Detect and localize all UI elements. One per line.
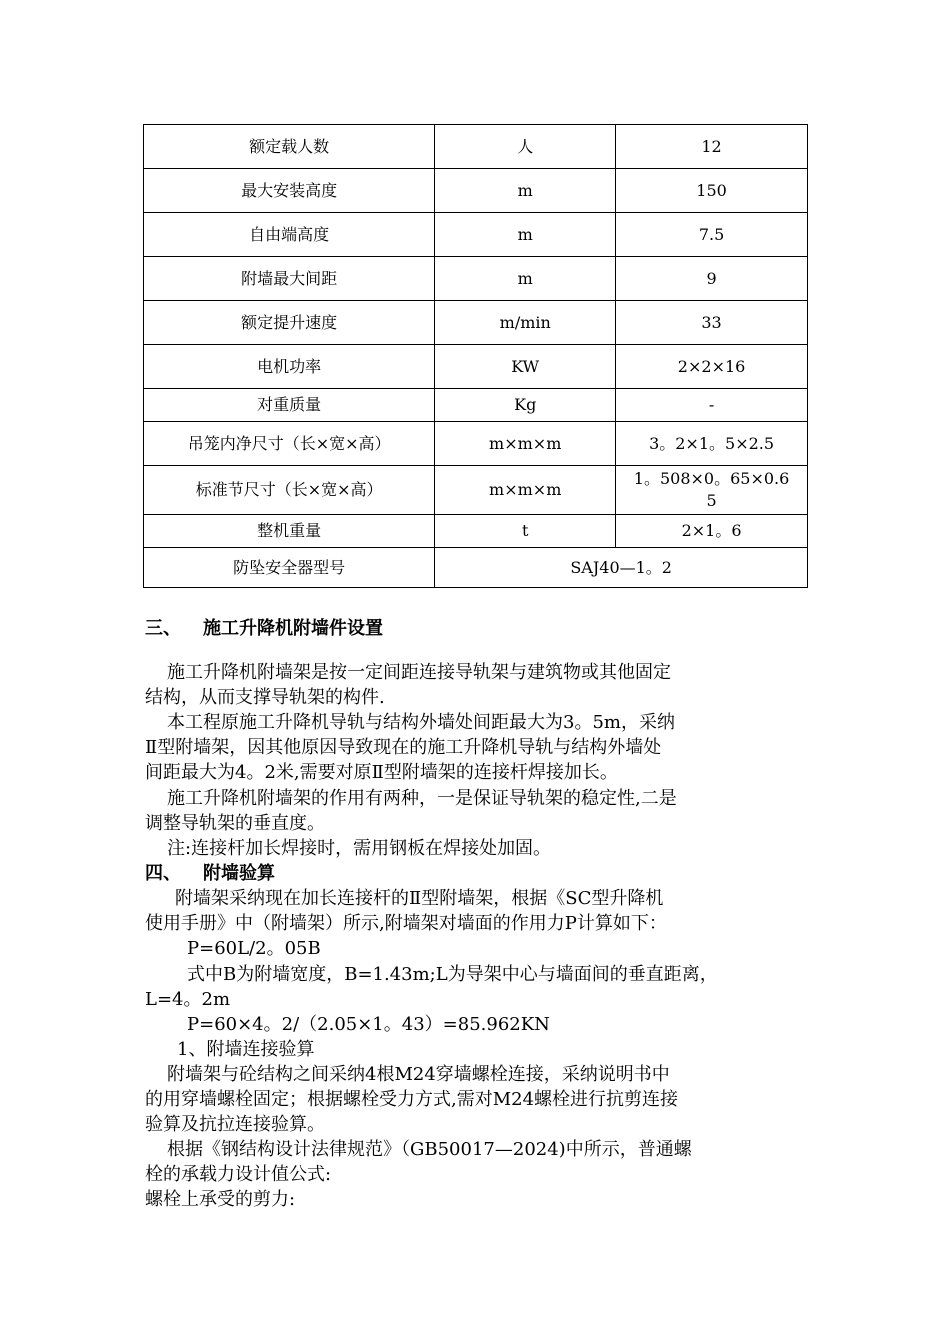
paragraph-line: Ⅱ型附墙架，因其他原因导致现在的施工升降机导轨与结构外墙处	[145, 737, 662, 758]
param-value: SAJ40—1。2	[435, 548, 808, 588]
param-name: 整机重量	[144, 515, 435, 548]
param-unit: m×m×m	[435, 466, 616, 515]
section-title: 施工升降机附墙件设置	[203, 618, 383, 639]
subsection-title: 1、附墙连接验算	[177, 1039, 315, 1060]
param-name: 吊笼内净尺寸（长×宽×高）	[144, 422, 435, 466]
paragraph-line: 螺栓上承受的剪力:	[145, 1189, 296, 1210]
table-row	[144, 213, 808, 257]
param-name: 附墙最大间距	[144, 257, 435, 301]
param-unit: Kg	[435, 389, 616, 422]
section-3-heading	[145, 616, 813, 641]
paragraph-line: 根据《钢结构设计法律规范》（GB50017—2024)中所示，普通螺	[167, 1139, 692, 1160]
param-unit: m	[435, 213, 616, 257]
param-name: 额定提升速度	[144, 301, 435, 345]
param-value: 12	[616, 125, 808, 169]
formula-line: P=60×4。2/（2.05×1。43）=85.962KN	[187, 1014, 550, 1035]
param-name: 自由端高度	[144, 213, 435, 257]
table-row	[144, 169, 808, 213]
param-unit: 人	[435, 125, 616, 169]
paragraph-line: 结构，从而支撑导轨架的构件.	[145, 687, 385, 708]
table-row	[144, 389, 808, 422]
paragraph-line: 附墙架与砼结构之间采纳4根M24穿墙螺栓连接，采纳说明书中	[167, 1064, 670, 1085]
param-value-line1: 1。508×0。65×0.6	[633, 469, 790, 488]
param-value: 33	[616, 301, 808, 345]
paragraph-line: 间距最大为4。2米,需要对原Ⅱ型附墙架的连接杆焊接加长。	[145, 762, 618, 783]
table-row	[144, 466, 808, 515]
table-row	[144, 345, 808, 389]
section-number: 三、	[145, 618, 181, 639]
param-value: -	[616, 389, 808, 422]
paragraph-line: 式中B为附墙宽度，B=1.43m;L为导架中心与墙面间的垂直距离，	[187, 964, 718, 985]
formula-line: P=60L/2。05B	[187, 938, 321, 959]
paragraph-line: 施工升降机附墙架的作用有两种，一是保证导轨架的稳定性,二是	[167, 788, 677, 809]
paragraph-line: 栓的承载力设计值公式:	[145, 1164, 332, 1185]
paragraph-line: 验算及抗拉连接验算。	[145, 1114, 325, 1135]
section-number: 四、	[145, 863, 181, 884]
table-row	[144, 257, 808, 301]
param-unit: m/min	[435, 301, 616, 345]
param-value	[616, 466, 808, 515]
table-row	[144, 515, 808, 548]
table-row	[144, 125, 808, 169]
spec-table	[143, 124, 808, 588]
param-value: 2×2×16	[616, 345, 808, 389]
paragraph-line: 本工程原施工升降机导轨与结构外墙处间距最大为3。5m，采纳	[167, 712, 675, 733]
paragraph-line: 调整导轨架的垂直度。	[145, 813, 325, 834]
param-name: 最大安装高度	[144, 169, 435, 213]
param-unit: m	[435, 169, 616, 213]
param-value: 3。2×1。5×2.5	[616, 422, 808, 466]
table-row	[144, 548, 808, 588]
param-unit: t	[435, 515, 616, 548]
param-name: 对重质量	[144, 389, 435, 422]
param-name: 防坠安全器型号	[144, 548, 435, 588]
section-4-heading	[145, 861, 813, 886]
param-value: 2×1。6	[616, 515, 808, 548]
param-unit: KW	[435, 345, 616, 389]
param-name: 额定载人数	[144, 125, 435, 169]
param-unit: m	[435, 257, 616, 301]
table-row	[144, 301, 808, 345]
param-value: 150	[616, 169, 808, 213]
paragraph-line: 施工升降机附墙架是按一定间距连接导轨架与建筑物或其他固定	[167, 662, 671, 683]
param-unit: m×m×m	[435, 422, 616, 466]
table-row	[144, 422, 808, 466]
param-value-line2: 5	[706, 491, 717, 510]
paragraph-line: 使用手册》中（附墙架）所示,附墙架对墙面的作用力P计算如下：	[145, 913, 667, 934]
paragraph-line: 注:连接杆加长焊接时，需用钢板在焊接处加固。	[167, 838, 552, 859]
section-title: 附墙验算	[203, 863, 275, 884]
param-name: 电机功率	[144, 345, 435, 389]
param-value: 9	[616, 257, 808, 301]
param-name: 标准节尺寸（长×宽×高）	[144, 466, 435, 515]
paragraph-line: 附墙架采纳现在加长连接杆的Ⅱ型附墙架，根据《SC型升降机	[175, 888, 664, 909]
paragraph-line: L=4。2m	[145, 989, 231, 1010]
param-value: 7.5	[616, 213, 808, 257]
paragraph-line: 的用穿墙螺栓固定；根据螺栓受力方式,需对M24螺栓进行抗剪连接	[145, 1089, 679, 1110]
